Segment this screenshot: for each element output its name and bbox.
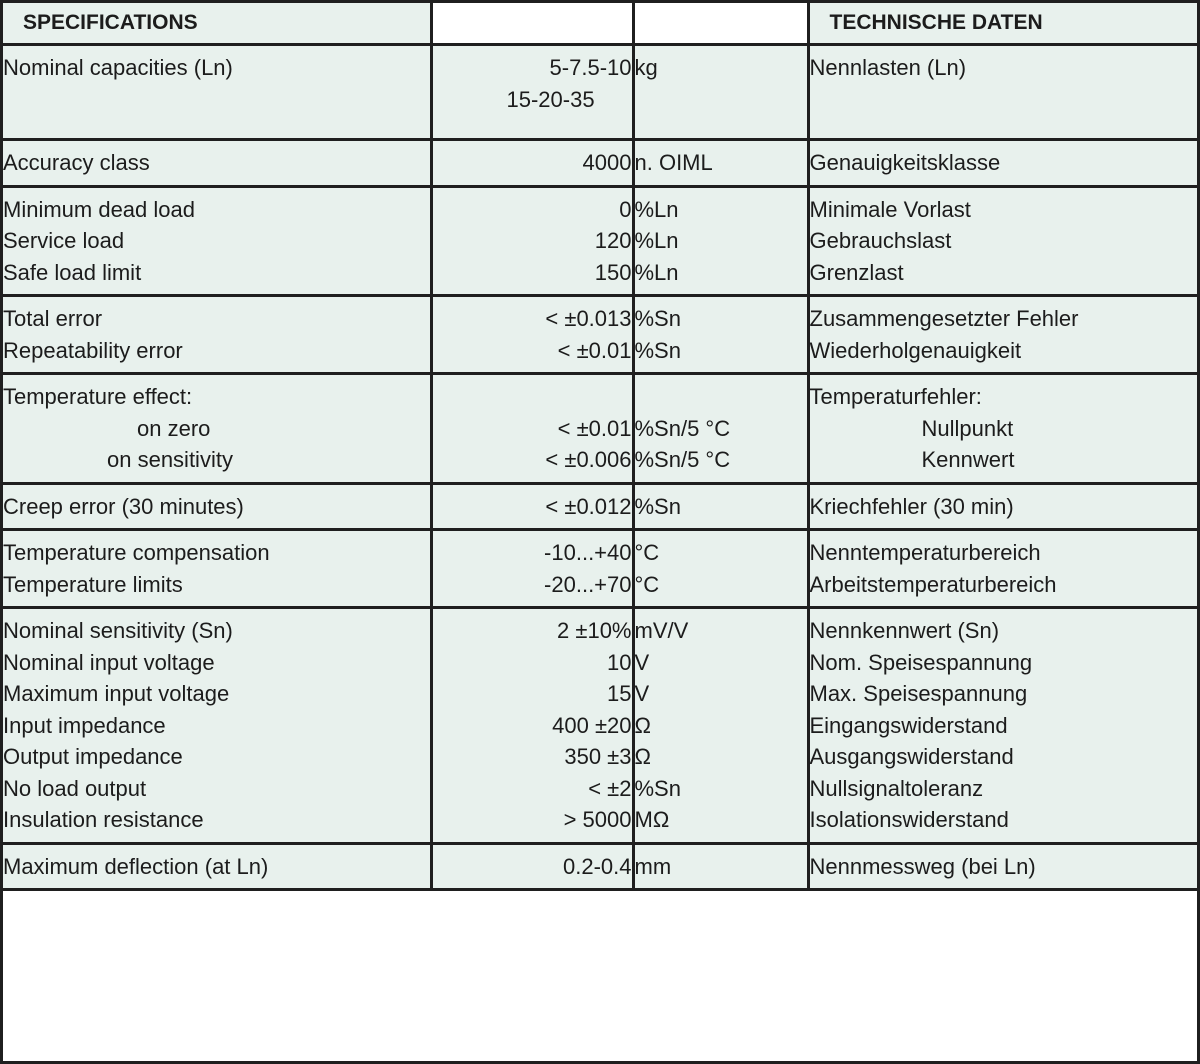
value-on-zero: < ±0.01 xyxy=(557,415,632,441)
german-gebrauchslast: Gebrauchslast xyxy=(809,228,952,253)
label-nominal-input-voltage: Nominal input voltage xyxy=(3,649,215,675)
cell-german xyxy=(808,483,1197,530)
row-loads xyxy=(3,186,1197,296)
row-capacity xyxy=(3,45,1197,140)
value-repeatability-error: < ±0.01 xyxy=(557,337,632,363)
cell-german xyxy=(808,843,1197,890)
unit-minimum-dead-load: %Ln xyxy=(634,196,679,222)
header-unit-empty xyxy=(633,3,808,45)
label-creep-error: Creep error (30 minutes) xyxy=(3,493,244,519)
label-nominal-capacities: Nominal capacities (Ln) xyxy=(3,55,233,80)
unit-nominal-sensitivity: mV/V xyxy=(634,618,689,643)
cell-unit xyxy=(633,140,808,187)
cell-german xyxy=(808,296,1197,374)
specifications-table xyxy=(3,3,1197,891)
german-eingangswiderstand: Eingangswiderstand xyxy=(809,712,1008,738)
label-output-impedance: Output impedance xyxy=(3,744,183,769)
cell-label xyxy=(3,296,431,374)
value-maximum-deflection: 0.2-0.4 xyxy=(563,853,632,879)
value-insulation-resistance: > 5000 xyxy=(563,807,632,832)
unit-safe-load-limit: %Ln xyxy=(634,259,679,285)
value-nominal-sensitivity: 2 ±10% xyxy=(557,618,632,643)
value-temperature-compensation: -10...+40 xyxy=(544,540,632,565)
unit-temperature-limits: °C xyxy=(634,571,660,597)
cell-value xyxy=(431,296,633,374)
cell-label xyxy=(3,843,431,890)
unit-nominal-input-voltage: V xyxy=(634,649,650,675)
cell-label xyxy=(3,530,431,608)
value-temperature-limits: -20...+70 xyxy=(544,571,632,597)
german-grenzlast: Grenzlast xyxy=(809,259,904,285)
german-nom-speisespannung: Nom. Speisespannung xyxy=(809,649,1033,675)
german-nullpunkt: Nullpunkt xyxy=(921,415,1014,441)
cell-unit xyxy=(633,45,808,140)
german-isolationswiderstand: Isolationswiderstand xyxy=(809,807,1009,832)
value-output-impedance: 350 ±3 xyxy=(564,744,632,769)
value-nominal-input-voltage: 10 xyxy=(607,649,632,675)
cell-german xyxy=(808,45,1197,140)
unit-maximum-deflection: mm xyxy=(634,853,672,879)
unit-service-load: %Ln xyxy=(634,228,679,253)
unit-creep-error: %Sn xyxy=(634,493,681,519)
cell-german xyxy=(808,374,1197,484)
german-kennwert: Kennwert xyxy=(921,447,1015,472)
cell-label xyxy=(3,140,431,187)
row-electrical xyxy=(3,608,1197,844)
cell-value xyxy=(431,483,633,530)
cell-value xyxy=(431,843,633,890)
cell-german xyxy=(808,140,1197,187)
label-temperature-compensation: Temperature compensation xyxy=(3,540,270,565)
label-on-zero: on zero xyxy=(137,415,211,441)
unit-total-error: %Sn xyxy=(634,306,681,331)
header-specifications: SPECIFICATIONS xyxy=(3,3,431,45)
german-nennkennwert: Nennkennwert (Sn) xyxy=(809,618,1000,643)
value-minimum-dead-load: 0 xyxy=(619,196,632,222)
cell-label xyxy=(3,483,431,530)
german-zusammengesetzter-fehler: Zusammengesetzter Fehler xyxy=(809,306,1079,331)
value-safe-load-limit: 150 xyxy=(594,259,632,285)
value-creep-error: < ±0.012 xyxy=(545,493,632,519)
value-total-error: < ±0.013 xyxy=(545,306,632,331)
cell-label xyxy=(3,186,431,296)
cell-label xyxy=(3,608,431,844)
row-errors xyxy=(3,296,1197,374)
unit-output-impedance: Ω xyxy=(634,744,651,769)
cell-unit xyxy=(633,296,808,374)
row-accuracy xyxy=(3,140,1197,187)
cell-label xyxy=(3,45,431,140)
cell-value xyxy=(431,530,633,608)
value-capacity-2: 15-20-35 xyxy=(506,86,595,112)
cell-german xyxy=(808,608,1197,844)
german-nennmessweg: Nennmessweg (bei Ln) xyxy=(809,853,1036,879)
unit-spacer xyxy=(635,381,807,413)
german-genauigkeitsklasse: Genauigkeitsklasse xyxy=(809,150,1001,175)
cell-german xyxy=(808,186,1197,296)
label-temperature-effect: Temperature effect: xyxy=(3,384,193,409)
label-maximum-input-voltage: Maximum input voltage xyxy=(3,681,230,706)
value-spacer xyxy=(433,381,632,413)
label-nominal-sensitivity: Nominal sensitivity (Sn) xyxy=(3,618,233,643)
header-row xyxy=(3,3,1197,45)
unit-temperature-compensation: °C xyxy=(634,540,660,565)
unit-capacity: kg xyxy=(634,55,658,80)
row-creep xyxy=(3,483,1197,530)
row-deflection xyxy=(3,843,1197,890)
row-temperature-effect xyxy=(3,374,1197,484)
value-service-load: 120 xyxy=(594,228,632,253)
cell-value xyxy=(431,45,633,140)
label-on-sensitivity: on sensitivity xyxy=(107,447,233,472)
german-temperaturfehler: Temperaturfehler: xyxy=(809,384,982,409)
label-input-impedance: Input impedance xyxy=(3,712,166,738)
german-nennlasten: Nennlasten (Ln) xyxy=(809,55,967,80)
german-max-speisespannung: Max. Speisespannung xyxy=(809,681,1028,706)
header-value-empty xyxy=(431,3,633,45)
label-accuracy-class: Accuracy class xyxy=(3,150,150,175)
unit-insulation-resistance: MΩ xyxy=(634,807,670,832)
cell-unit xyxy=(633,530,808,608)
label-temperature-limits: Temperature limits xyxy=(3,571,183,597)
cell-unit xyxy=(633,483,808,530)
cell-value xyxy=(431,186,633,296)
value-no-load-output: < ±2 xyxy=(588,775,632,801)
label-repeatability-error: Repeatability error xyxy=(3,337,183,363)
cell-unit xyxy=(633,374,808,484)
label-minimum-dead-load: Minimum dead load xyxy=(3,196,195,222)
value-maximum-input-voltage: 15 xyxy=(607,681,632,706)
unit-repeatability-error: %Sn xyxy=(634,337,681,363)
german-nenntemperaturbereich: Nenntemperaturbereich xyxy=(809,540,1041,565)
unit-on-zero: %Sn/5 °C xyxy=(634,415,731,441)
cell-german xyxy=(808,530,1197,608)
cell-unit xyxy=(633,843,808,890)
value-input-impedance: 400 ±20 xyxy=(552,712,632,738)
german-minimale-vorlast: Minimale Vorlast xyxy=(809,196,971,222)
cell-label xyxy=(3,374,431,484)
cell-value xyxy=(431,140,633,187)
row-temperature xyxy=(3,530,1197,608)
label-service-load: Service load xyxy=(3,228,125,253)
unit-no-load-output: %Sn xyxy=(634,775,681,801)
german-ausgangswiderstand: Ausgangswiderstand xyxy=(809,744,1014,769)
german-kriechfehler: Kriechfehler (30 min) xyxy=(809,493,1014,519)
german-arbeitstemperaturbereich: Arbeitstemperaturbereich xyxy=(809,571,1057,597)
header-technische-daten: TECHNISCHE DATEN xyxy=(808,3,1197,45)
unit-maximum-input-voltage: V xyxy=(634,681,650,706)
german-nullsignaltoleranz: Nullsignaltoleranz xyxy=(809,775,984,801)
label-safe-load-limit: Safe load limit xyxy=(3,259,142,285)
value-capacity-1: 5-7.5-10 xyxy=(549,55,632,80)
value-accuracy: 4000 xyxy=(582,150,632,175)
cell-unit xyxy=(633,186,808,296)
cell-unit xyxy=(633,608,808,844)
label-insulation-resistance: Insulation resistance xyxy=(3,807,204,832)
cell-value xyxy=(431,608,633,844)
label-total-error: Total error xyxy=(3,306,103,331)
label-maximum-deflection: Maximum deflection (at Ln) xyxy=(3,853,269,879)
unit-accuracy: n. OIML xyxy=(634,150,713,175)
german-wiederholgenauigkeit: Wiederholgenauigkeit xyxy=(809,337,1022,363)
label-no-load-output: No load output xyxy=(3,775,147,801)
unit-on-sensitivity: %Sn/5 °C xyxy=(634,447,731,472)
cell-value xyxy=(431,374,633,484)
value-on-sensitivity: < ±0.006 xyxy=(545,447,632,472)
unit-input-impedance: Ω xyxy=(634,712,651,738)
